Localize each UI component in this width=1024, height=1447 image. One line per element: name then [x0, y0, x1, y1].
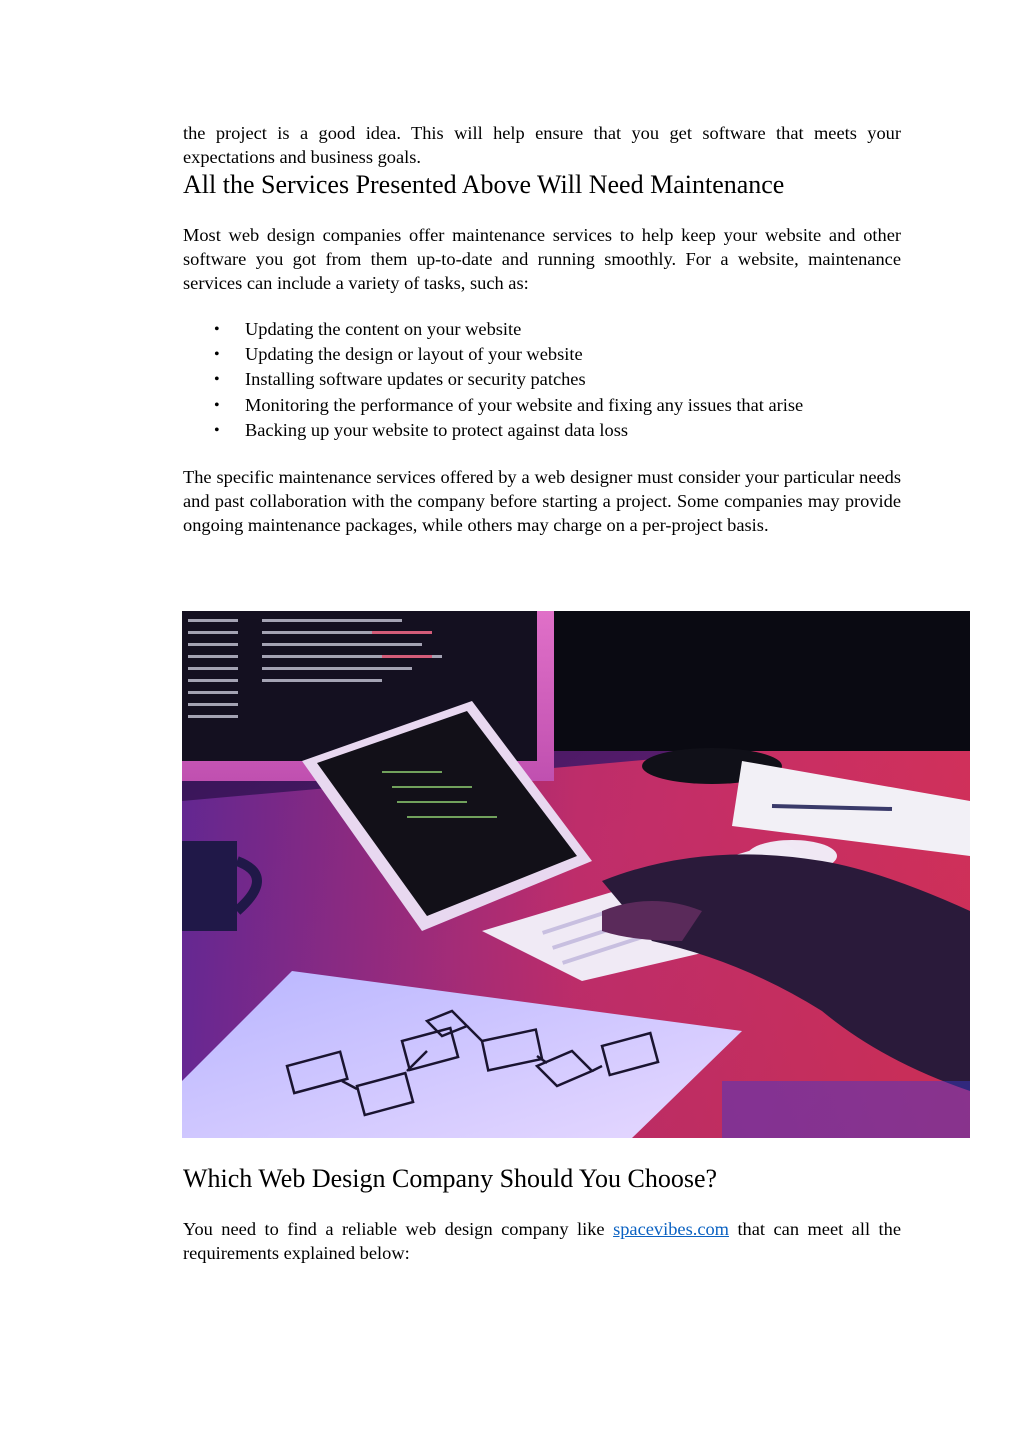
intro-paragraph: the project is a good idea. This will help ensure that you get software that meets your expectations and business goals. [183, 123, 901, 167]
list-item [183, 418, 901, 443]
list-item [183, 342, 901, 367]
which-text-before: You need to find a reliable web design company like [183, 1219, 614, 1239]
bullet-icon: • [214, 346, 220, 364]
bullet-icon: • [214, 321, 220, 338]
bullet-icon: • [214, 371, 220, 389]
list-item-text: Updating the design or layout of your website [245, 344, 583, 365]
which-company-heading: Which Web Design Company Should You Choose? [183, 1164, 718, 1193]
maintenance-task-list [183, 317, 901, 443]
bullet-icon: • [214, 421, 220, 439]
spacevibes-link[interactable]: spacevibes.com [613, 1219, 729, 1239]
developer-workspace-photo [182, 611, 970, 1138]
maintenance-paragraph: Most web design companies offer maintenance services to help keep your website and other software you got from them up-to-date and running smoothly. For a website, maintenance services can include a variety of tasks, such as: [183, 225, 901, 293]
which-company-paragraph [183, 1217, 901, 1265]
list-item [183, 367, 901, 392]
list-item-text: Monitoring the performance of your website and fixing any issues that arise [245, 394, 804, 415]
list-item [183, 393, 901, 418]
main-content [183, 121, 901, 537]
workspace-illustration [182, 611, 970, 1138]
list-item-text: Installing software updates or security patches [245, 369, 586, 390]
list-item-text: Backing up your website to protect against data loss [245, 419, 629, 440]
which-text-after: that can meet all the requirements explained below: [183, 1219, 901, 1263]
maintenance-closing-paragraph: The specific maintenance services offered by a web designer must consider your particular needs and past collaboration with the company before starting a project. Some companies may provide ongoing maintenance packages, while others may charge on a per-project basis. [183, 467, 901, 536]
maintenance-heading: All the Services Presented Above Will Need Maintenance [183, 170, 785, 199]
bullet-icon: • [214, 396, 220, 414]
list-item [183, 317, 901, 342]
list-item-text: Updating the content on your website [245, 319, 522, 339]
